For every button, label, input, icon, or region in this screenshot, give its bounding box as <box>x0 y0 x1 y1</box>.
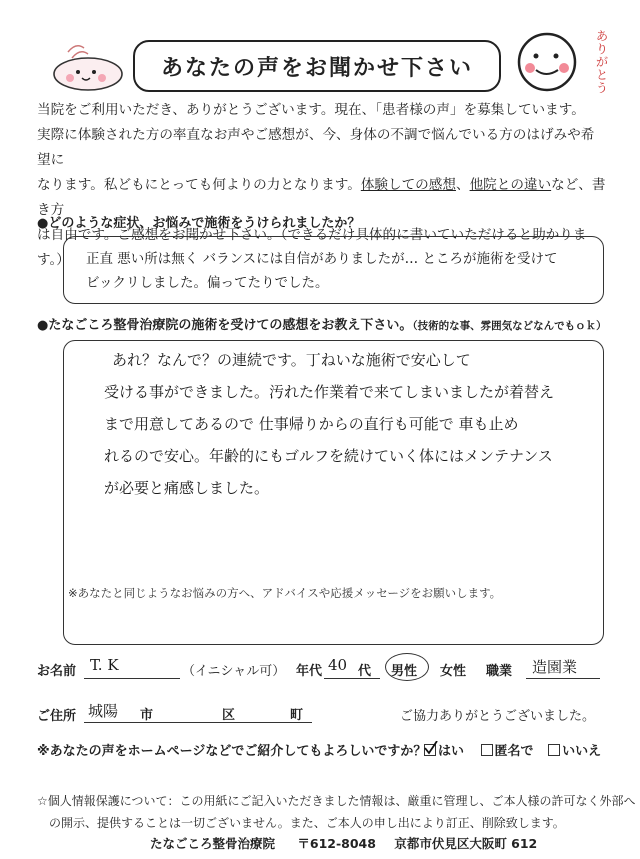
answer-box-2[interactable] <box>63 340 604 645</box>
consent-anonymous[interactable]: 匿名で <box>481 744 534 759</box>
clinic-address: 京都市伏見区大阪町 612 <box>394 836 538 851</box>
checkbox-yes[interactable] <box>424 744 436 756</box>
job-value: 造園業 <box>532 658 578 676</box>
name-value: T. K <box>90 656 119 674</box>
age-value: 40 <box>328 656 348 674</box>
arigatou-text: ありがとう <box>596 29 609 95</box>
female-option[interactable]: 女性 <box>440 664 467 679</box>
answer-1-line-2: ビックリしました。偏ってたりでした。 <box>86 275 329 291</box>
question-2: ●たなごころ整骨治療院の施術を受けての感想をお教え下さい。（技術的な事、雰囲気などなんでもｏｋ） <box>37 318 607 333</box>
answer-2-footnote: ※あなたと同じようなお悩みの方へ、アドバイスや応援メッセージをお願いします。 <box>68 586 502 600</box>
answer-box-1[interactable] <box>63 236 604 304</box>
job-field[interactable] <box>526 656 600 679</box>
name-label: お名前 <box>37 664 77 679</box>
intro-line-1: 当院をご利用いただき、ありがとうございます。現在、「患者様の声」を募集しています。 <box>37 102 585 118</box>
consent-no[interactable]: いいえ <box>548 744 601 759</box>
city-label: 市 <box>140 708 154 723</box>
ward-label: 区 <box>222 708 236 723</box>
privacy-notice <box>37 790 636 834</box>
checkbox-no[interactable] <box>548 744 560 756</box>
age-field[interactable] <box>324 656 380 679</box>
checkbox-anonymous[interactable] <box>481 744 493 756</box>
intro-line-2: 実際に体験された方の率直なお声やご感想が、今、身体の不調で悩んでいる方のはげみや希望に <box>37 127 595 168</box>
age-unit: 代 <box>358 664 372 679</box>
smiley-illustration <box>514 26 584 96</box>
mascot-illustration <box>40 38 130 96</box>
answer-2-line-3: まで用意してあるので 仕事帰りからの直行も可能で 車も止め <box>104 415 519 433</box>
age-label: 年代 <box>296 664 323 679</box>
town-label: 町 <box>290 708 304 723</box>
male-option[interactable]: 男性 <box>391 664 418 679</box>
emphasis-difference: 他院との違い <box>469 177 552 193</box>
address-value: 城陽 <box>88 702 119 720</box>
address-label: ご住所 <box>37 709 77 724</box>
name-field[interactable] <box>84 656 180 679</box>
answer-2-line-4: れるので安心。年齢的にもゴルフを続けていく体にはメンテナンス <box>104 447 553 465</box>
privacy-line-1: ☆個人情報保護について：この用紙にご記入いただきました情報は、厳重に管理し、ご本人様の許可なく外部へ <box>37 794 636 808</box>
address-field[interactable] <box>84 700 312 723</box>
privacy-line-2: の開示、提供することは一切ございません。また、ご本人の申し出により訂正、削除致します。 <box>49 816 565 830</box>
answer-1-line-1: 正直 悪い所は無く バランスには自信がありましたが… ところが施術を受けて <box>86 251 558 267</box>
answer-2-line-2: 受ける事ができました。汚れた作業着で来てしまいましたが着替え <box>104 383 555 401</box>
question-2-note: （技術的な事、雰囲気などなんでもｏｋ） <box>412 320 607 332</box>
clinic-postal: 〒612-8048 <box>297 836 376 851</box>
question-1: ●どのような症状、お悩みで施術をうけられましたか？ <box>37 216 361 231</box>
consent-question: ※あなたの声をホームページなどでご紹介してもよろしいですか？ <box>37 744 427 759</box>
answer-2-line-5: が必要と痛感しました。 <box>104 479 270 497</box>
intro-line-4: は自由です。ご感想をお聞かせ下さい。（できるだけ具体的に書いていただけると助かります。） <box>37 227 587 268</box>
initial-note: （イニシャル可） <box>182 664 286 679</box>
job-label: 職業 <box>486 664 513 679</box>
thanks-text: ご協力ありがとうございました。 <box>400 709 596 724</box>
intro-line-3: なります。私どもにとっても何よりの力となります。体験しての感想、他院との違いなど、書き方 <box>37 177 606 218</box>
clinic-info <box>150 834 537 852</box>
consent-options <box>424 740 601 759</box>
emphasis-experience: 体験しての感想 <box>360 177 456 193</box>
answer-2-line-1: あれ？なんで？の連続です。丁ねいな施術で安心して <box>112 351 471 369</box>
consent-yes[interactable]: はい <box>424 744 464 759</box>
page-title: あなたの声をお聞かせ下さい <box>133 40 501 92</box>
clinic-name: たなごころ整骨治療院 <box>150 836 276 851</box>
